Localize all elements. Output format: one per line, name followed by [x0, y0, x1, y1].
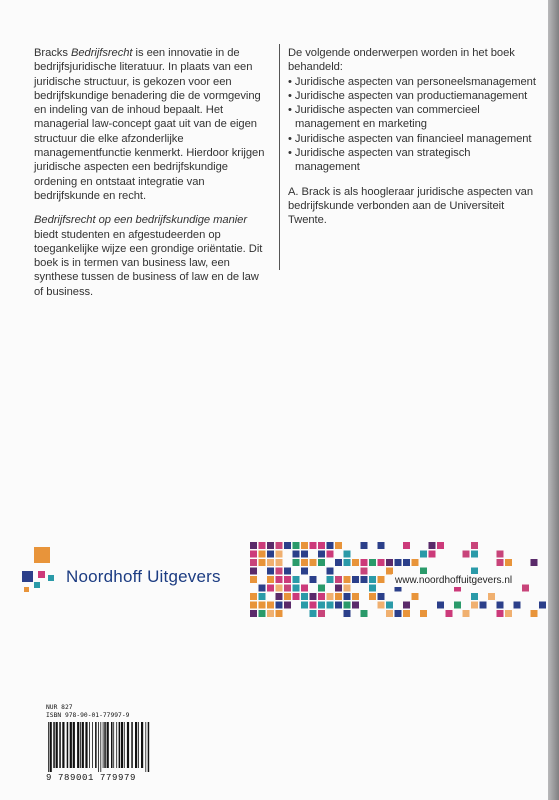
pattern-tile — [301, 551, 308, 558]
pattern-tile — [259, 593, 266, 600]
pattern-tile — [497, 602, 504, 609]
barcode-digits: 9 789001 779979 — [46, 773, 137, 783]
pattern-tile — [531, 610, 538, 617]
pattern-tile — [420, 551, 427, 558]
pattern-tile — [446, 610, 453, 617]
pattern-tile — [369, 559, 376, 566]
pattern-tile — [471, 551, 478, 558]
barcode-bar — [124, 722, 125, 768]
pattern-tile — [250, 559, 257, 566]
pattern-tile — [497, 551, 504, 558]
noordhoff-logo-icon — [20, 547, 60, 595]
book-title-emphasis: Bedrijfsrecht — [70, 47, 133, 59]
barcode-bar — [100, 722, 101, 772]
pattern-tile — [259, 542, 266, 549]
pattern-tile — [301, 593, 308, 600]
pattern-tile — [361, 568, 368, 575]
topics-intro: De volgende onderwerpen worden in het boek behandeld: — [288, 47, 515, 74]
pattern-tile — [318, 593, 325, 600]
pattern-tile — [488, 593, 495, 600]
barcode-block — [46, 704, 152, 783]
barcode-bar — [48, 722, 49, 772]
pattern-tile — [531, 559, 538, 566]
barcode-bar — [59, 722, 61, 768]
pattern-tile — [539, 602, 546, 609]
pattern-tile — [378, 576, 385, 583]
barcode-bar — [148, 722, 150, 772]
pattern-tile — [403, 559, 410, 566]
pattern-tile — [301, 585, 308, 592]
pattern-tile — [369, 585, 376, 592]
pattern-tile — [463, 610, 470, 617]
pattern-tile — [250, 602, 257, 609]
pattern-tile — [378, 559, 385, 566]
barcode-bar — [56, 722, 58, 768]
pattern-tile — [327, 593, 334, 600]
column-divider — [279, 44, 280, 270]
pattern-tile — [437, 602, 444, 609]
pattern-tile — [335, 602, 342, 609]
barcode-bar — [131, 722, 133, 768]
pattern-tile — [301, 542, 308, 549]
pattern-tile — [276, 585, 283, 592]
barcode-bar — [111, 722, 113, 768]
pattern-tile — [318, 585, 325, 592]
pattern-tile — [335, 559, 342, 566]
pattern-tile — [318, 542, 325, 549]
pattern-tile — [505, 559, 512, 566]
description-column — [34, 46, 270, 309]
barcode-bar — [135, 722, 137, 768]
topic-item: • Juridische aspecten van productiemanagement — [288, 89, 528, 102]
nur-code: NUR 827 — [46, 704, 73, 711]
pattern-tile — [471, 602, 478, 609]
barcode-bar — [89, 722, 90, 768]
pattern-tile — [420, 610, 427, 617]
barcode-bar — [67, 722, 69, 768]
topics-column — [288, 46, 538, 238]
barcode-bar — [113, 722, 114, 768]
pattern-tile — [378, 542, 385, 549]
pattern-tile — [344, 585, 351, 592]
topic-item: • Juridische aspecten van personeelsmanagement — [288, 75, 536, 88]
pattern-tile — [284, 542, 291, 549]
barcode-bar — [103, 722, 104, 768]
pattern-tile — [276, 559, 283, 566]
topic-item: • Juridische aspecten van commercieel management en marketing — [288, 104, 480, 131]
pattern-tile — [378, 593, 385, 600]
pattern-tile — [522, 585, 529, 592]
pattern-tile — [327, 576, 334, 583]
pattern-tile — [361, 576, 368, 583]
pattern-tile — [412, 593, 419, 600]
barcode-icon — [46, 722, 152, 772]
description-paragraph-2 — [34, 213, 270, 299]
barcode-bar — [95, 722, 97, 768]
pattern-tile — [301, 602, 308, 609]
barcode-bar — [77, 722, 79, 768]
pattern-tile — [318, 551, 325, 558]
pattern-tile — [293, 551, 300, 558]
topics-list — [288, 75, 538, 175]
pattern-tile — [293, 585, 300, 592]
pattern-tile — [327, 551, 334, 558]
pattern-tile — [454, 602, 461, 609]
pattern-tile — [284, 585, 291, 592]
pattern-tile — [514, 602, 521, 609]
pattern-tile — [352, 602, 359, 609]
barcode-bar — [127, 722, 129, 768]
pattern-tile — [403, 542, 410, 549]
barcode-bar — [138, 722, 139, 768]
pattern-tile — [259, 559, 266, 566]
publisher-url[interactable]: www.noordhoffuitgevers.nl — [392, 574, 515, 587]
pattern-tile — [480, 602, 487, 609]
pattern-tile — [310, 542, 317, 549]
pattern-tile — [250, 593, 257, 600]
pattern-tile — [335, 576, 342, 583]
pattern-tile — [293, 542, 300, 549]
pattern-tile — [344, 593, 351, 600]
pattern-tile — [463, 551, 470, 558]
pattern-tile — [267, 568, 274, 575]
pattern-tile — [284, 576, 291, 583]
pattern-tile — [276, 551, 283, 558]
pattern-tile — [395, 610, 402, 617]
pattern-tile — [276, 568, 283, 575]
pattern-tile — [276, 610, 283, 617]
barcode-bar — [82, 722, 84, 768]
description-text: Bracks — [34, 47, 71, 59]
pattern-tile — [344, 610, 351, 617]
barcode-bar — [50, 722, 52, 772]
pattern-tile — [267, 585, 274, 592]
pattern-tile — [497, 610, 504, 617]
pattern-tile — [250, 542, 257, 549]
pattern-tile — [267, 602, 274, 609]
pattern-tile — [250, 610, 257, 617]
pattern-tile — [497, 559, 504, 566]
barcode-bar — [80, 722, 81, 768]
pattern-tile — [284, 593, 291, 600]
barcode-bar — [121, 722, 123, 768]
description-text: biedt studenten en afgestudeerden op toegankelijke wijze een grondige oriëntatie. Dit boek is in termen van business law, een synthese tussen de business of law en de law of business. — [34, 228, 263, 298]
pattern-tile — [267, 559, 274, 566]
pattern-tile — [259, 610, 266, 617]
topic-item: • Juridische aspecten van strategisch management — [288, 147, 471, 174]
pattern-tile — [327, 568, 334, 575]
author-note: A. Brack is als hoogleraar juridische aspecten van bedrijfskunde verbonden aan de Universiteit Twente. — [288, 185, 533, 227]
barcode-bar — [92, 722, 93, 768]
pattern-tile — [267, 542, 274, 549]
pattern-tile — [276, 542, 283, 549]
barcode-bar — [85, 722, 87, 768]
pattern-tile — [293, 593, 300, 600]
barcode-bar — [53, 722, 55, 768]
barcode-bar — [119, 722, 121, 768]
pattern-tile — [301, 559, 308, 566]
pattern-tile — [310, 602, 317, 609]
pattern-tile — [276, 576, 283, 583]
pattern-tile — [429, 551, 436, 558]
pattern-tile — [259, 602, 266, 609]
barcode-bar — [70, 722, 72, 768]
pattern-tile — [471, 593, 478, 600]
pattern-tile — [344, 576, 351, 583]
pattern-tile — [395, 559, 402, 566]
pattern-tile — [327, 542, 334, 549]
pattern-tile — [369, 593, 376, 600]
book-title-emphasis: Bedrijfsrecht op een bedrijfskundige manier — [34, 214, 248, 227]
barcode-bar — [73, 722, 75, 768]
pattern-tile — [250, 568, 257, 575]
barcode-bar — [141, 722, 143, 768]
pattern-tile — [259, 585, 266, 592]
pattern-tile — [378, 602, 385, 609]
pattern-tile — [267, 576, 274, 583]
barcode-bar — [98, 722, 99, 772]
pattern-tile — [310, 610, 317, 617]
pattern-tile — [352, 593, 359, 600]
pattern-tile — [437, 542, 444, 549]
pattern-tile — [344, 551, 351, 558]
pattern-tile — [335, 585, 342, 592]
cover-edge — [548, 0, 559, 800]
pattern-tile — [284, 568, 291, 575]
pattern-tile — [505, 610, 512, 617]
publisher-name: Noordhoff Uitgevers — [66, 567, 221, 586]
pattern-tile — [318, 610, 325, 617]
pattern-tile — [318, 559, 325, 566]
pattern-tile — [412, 559, 419, 566]
pattern-tile — [386, 602, 393, 609]
pattern-tile — [310, 576, 317, 583]
pattern-tile — [327, 602, 334, 609]
pattern-tile — [318, 602, 325, 609]
barcode-bar — [116, 722, 117, 768]
pattern-tile — [293, 576, 300, 583]
pattern-tile — [250, 576, 257, 583]
pattern-tile — [386, 559, 393, 566]
barcode-bar — [145, 722, 146, 772]
pattern-tile — [335, 542, 342, 549]
pattern-tile — [284, 602, 291, 609]
pattern-tile — [361, 610, 368, 617]
pattern-tile — [369, 576, 376, 583]
pattern-tile — [352, 559, 359, 566]
pattern-tile — [471, 542, 478, 549]
topic-item: • Juridische aspecten van financieel management — [288, 132, 532, 145]
barcode-bar — [62, 722, 64, 768]
pattern-tile — [344, 559, 351, 566]
pattern-tile — [361, 542, 368, 549]
pattern-tile — [335, 593, 342, 600]
isbn-code: ISBN 978-90-01-77997-9 — [46, 712, 130, 719]
pattern-tile — [344, 602, 351, 609]
barcode-bar — [107, 722, 109, 768]
description-text: is een innovatie in de bedrijfsjuridische literatuur. In plaats van een juridische structuur, is gekozen voor een bedrijfskundige benadering die de vormgeving en indeling van de inhoud bepaalt. Het managerial law-concept gaat uit van de eigen structuur die elke afzonderlijke managementfunctie kenmerkt. Hierdoor krijgen juridische aspecten een bedrijfskundige ordening en ontstaat integratie van bedrijfskunde en recht. — [34, 47, 265, 202]
pattern-tile — [301, 568, 308, 575]
pattern-tile — [267, 551, 274, 558]
barcode-bar — [104, 722, 106, 768]
pattern-tile — [310, 559, 317, 566]
pattern-tile — [361, 559, 368, 566]
description-paragraph-1 — [34, 46, 270, 203]
pattern-tile — [250, 551, 257, 558]
pattern-tile — [276, 602, 283, 609]
pattern-tile — [352, 576, 359, 583]
pattern-tile — [403, 610, 410, 617]
pattern-tile — [267, 610, 274, 617]
pattern-tile — [403, 602, 410, 609]
pattern-tile — [276, 593, 283, 600]
pattern-tile — [429, 542, 436, 549]
pattern-tile — [310, 593, 317, 600]
pattern-tile — [259, 551, 266, 558]
pattern-tile — [293, 559, 300, 566]
pattern-tile — [386, 610, 393, 617]
